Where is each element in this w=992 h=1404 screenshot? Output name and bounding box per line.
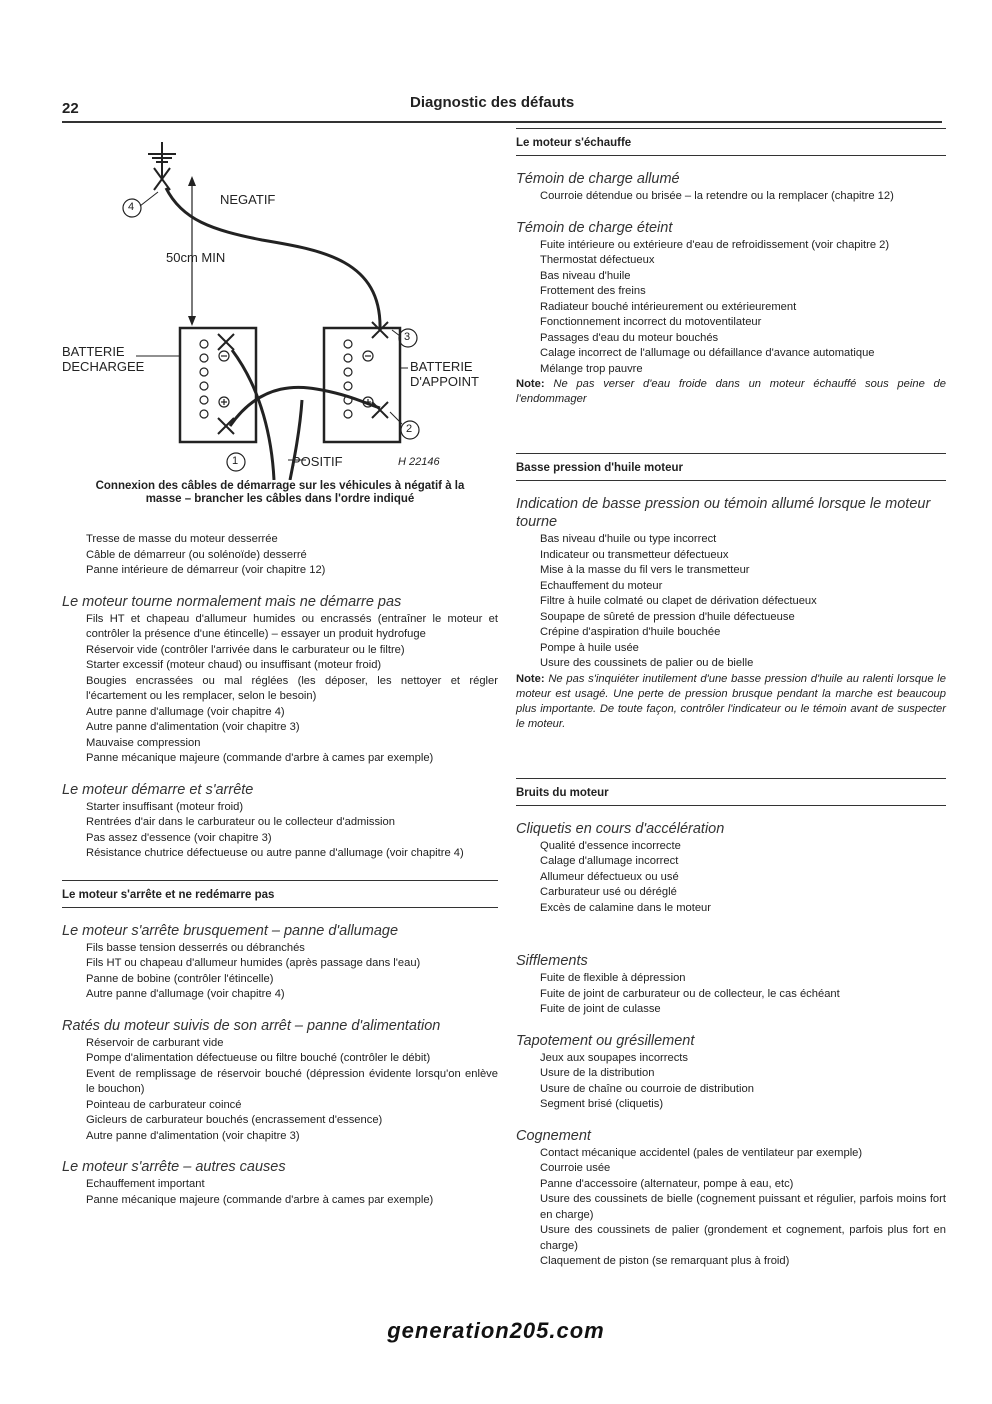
list-item: Autre panne d'alimentation (voir chapitre 3) bbox=[86, 1129, 300, 1142]
list-item: Segment brisé (cliquetis) bbox=[540, 1098, 664, 1110]
marker-1: 1 bbox=[232, 455, 239, 467]
subheading-tapotement: Tapotement ou grésillement bbox=[516, 1032, 695, 1049]
caption-line-1: Connexion des câbles de démarrage sur les véhicules à négatif à la bbox=[95, 480, 465, 492]
subheading-temoin-eteint: Témoin de charge éteint bbox=[516, 219, 673, 236]
label-negatif: NEGATIF bbox=[220, 192, 276, 207]
list-item: Fuite de joint de culasse bbox=[540, 1003, 661, 1015]
list-item: Pas assez d'essence (voir chapitre 3) bbox=[86, 831, 272, 844]
subheading-panne-allumage: Le moteur s'arrête brusquement – panne d'allumage bbox=[62, 922, 399, 939]
subheading-demarre-et-arrete: Le moteur démarre et s'arrête bbox=[62, 781, 254, 798]
list-item: Usure de chaîne ou courroie de distribution bbox=[540, 1082, 754, 1095]
diagram-caption bbox=[62, 480, 498, 506]
list-item: Panne mécanique majeure (commande d'arbre à cames par exemple) bbox=[86, 752, 434, 764]
list-item: Câble de démarreur (ou solénoïde) desserré bbox=[86, 548, 307, 561]
list-item: Calage incorrect de l'allumage ou défaillance d'avance automatique bbox=[540, 347, 875, 359]
list-temoin-eteint bbox=[516, 238, 946, 378]
note-label: Note: bbox=[516, 672, 545, 685]
subheading-cognement: Cognement bbox=[516, 1127, 591, 1144]
list-item: Usure des coussinets de palier ou de bielle bbox=[540, 657, 754, 669]
list-item: Panne intérieure de démarreur (voir chapitre 12) bbox=[86, 564, 326, 576]
list-item: Fils HT ou chapeau d'allumeur humides (après passage dans l'eau) bbox=[86, 957, 421, 969]
list-item: Autre panne d'allumage (voir chapitre 4) bbox=[86, 705, 285, 718]
list-item: Tresse de masse du moteur desserrée bbox=[86, 533, 278, 545]
header-rule bbox=[62, 121, 942, 123]
subheading-panne-alimentation: Ratés du moteur suivis de son arrêt – panne d'alimentation bbox=[62, 1017, 441, 1034]
note-pression bbox=[516, 672, 946, 732]
list-item: Crépine d'aspiration d'huile bouchée bbox=[540, 626, 721, 638]
list-item: Gicleurs de carburateur bouchés (encrassement d'essence) bbox=[86, 1114, 383, 1126]
subheading-basse-pression: Indication de basse pression ou témoin allumé lorsque le moteur tourne bbox=[516, 496, 931, 530]
label-batterie-appoint-2: D'APPOINT bbox=[410, 374, 479, 389]
list-item: Fuite de joint de carburateur ou de collecteur, le cas échéant bbox=[540, 987, 840, 1000]
section-header-arret bbox=[62, 880, 498, 908]
list-item: Autre panne d'alimentation (voir chapitre 3) bbox=[86, 721, 300, 733]
jump-start-diagram bbox=[62, 140, 498, 480]
note-label: Note: bbox=[516, 378, 545, 390]
list-item: Carburateur usé ou déréglé bbox=[540, 886, 677, 898]
marker-2: 2 bbox=[406, 423, 413, 435]
list-item: Starter excessif (moteur chaud) ou insuffisant (moteur froid) bbox=[86, 659, 382, 671]
label-distance: 50cm MIN bbox=[166, 250, 226, 265]
list-item: Panne mécanique majeure (commande d'arbre à cames par exemple) bbox=[86, 1193, 434, 1206]
list-item: Usure des coussinets de bielle (cognement puissant et régulier, parfois moins fort en charge) bbox=[540, 1193, 946, 1221]
list-item: Excès de calamine dans le moteur bbox=[540, 901, 712, 914]
list-item: Usure de la distribution bbox=[540, 1067, 655, 1079]
label-batterie-appoint-1: BATTERIE bbox=[410, 359, 473, 374]
section-header-echauffe bbox=[516, 128, 946, 156]
section-title: Bruits du moteur bbox=[516, 786, 609, 799]
footer-logo: generation205.com bbox=[387, 1318, 605, 1343]
list-item: Pointeau de carburateur coincé bbox=[86, 1098, 242, 1111]
list-item: Fuite intérieure ou extérieure d'eau de refroidissement (voir chapitre 2) bbox=[540, 238, 890, 251]
diagram-drawing bbox=[62, 140, 498, 480]
list-sifflements bbox=[516, 971, 946, 1018]
note-text: Ne pas s'inquiéter inutilement d'une basse pression d'huile au ralenti lorsque le moteur est usagé. Une perte de pression brusque pendant la marche est beaucoup plus importante. De toute façon, contrôler l'indicateur ou le témoin avant de suspecter le moteur. bbox=[516, 672, 947, 730]
list-item: Pompe d'alimentation défectueuse ou filtre bouché (contrôler le débit) bbox=[86, 1052, 431, 1064]
list-panne-alimentation bbox=[62, 1036, 498, 1145]
label-positif: POSITIF bbox=[292, 454, 343, 469]
note-echauffe bbox=[516, 377, 946, 407]
section-title: Le moteur s'arrête et ne redémarre pas bbox=[62, 888, 275, 901]
list-item: Bas niveau d'huile bbox=[540, 269, 631, 282]
list-item: Fuite de flexible à dépression bbox=[540, 972, 686, 984]
list-demarre-et-arrete bbox=[62, 800, 498, 862]
page-number: 22 bbox=[62, 100, 79, 117]
list-item: Bougies encrassées ou mal réglées (les déposer, les nettoyer et régler l'écartement ou les remplacer, selon le besoin) bbox=[86, 674, 498, 702]
list-cognement bbox=[516, 1146, 946, 1270]
list-item: Passages d'eau du moteur bouchés bbox=[540, 331, 719, 344]
list-item: Contact mécanique accidentel (pales de ventilateur par exemple) bbox=[540, 1146, 863, 1159]
section-header-pression-huile bbox=[516, 453, 946, 481]
list-item: Jeux aux soupapes incorrects bbox=[540, 1051, 689, 1064]
list-item: Courroie détendue ou brisée – la retendre ou la remplacer (chapitre 12) bbox=[540, 190, 894, 202]
intro-list bbox=[62, 532, 498, 579]
list-item: Autre panne d'allumage (voir chapitre 4) bbox=[86, 988, 285, 1000]
list-ne-demarre-pas bbox=[62, 612, 498, 767]
label-batterie-dechargee-1: BATTERIE bbox=[62, 344, 125, 359]
list-item: Mauvaise compression bbox=[86, 736, 201, 749]
subheading-ne-demarre-pas: Le moteur tourne normalement mais ne démarre pas bbox=[62, 593, 402, 610]
section-title: Basse pression d'huile moteur bbox=[516, 462, 683, 474]
list-item: Panne d'accessoire (alternateur, pompe à eau, etc) bbox=[540, 1177, 794, 1190]
list-item: Qualité d'essence incorrecte bbox=[540, 839, 681, 852]
list-item: Echauffement du moteur bbox=[540, 579, 663, 592]
list-item: Réservoir de carburant vide bbox=[86, 1036, 224, 1049]
list-panne-allumage bbox=[62, 941, 498, 1003]
list-item: Fils basse tension desserrés ou débranchés bbox=[86, 941, 305, 954]
page-title: Diagnostic des défauts bbox=[410, 94, 575, 111]
list-item: Mise à la masse du fil vers le transmetteur bbox=[540, 564, 750, 576]
list-item: Fonctionnement incorrect du motoventilateur bbox=[540, 316, 762, 328]
right-column bbox=[516, 128, 946, 1270]
list-item: Usure des coussinets de palier (grondement et cognement, parfois plus fort en charge) bbox=[540, 1224, 946, 1252]
list-item: Fils HT et chapeau d'allumeur humides ou encrassés (entraîner le moteur et contrôler la présence d'une étincelle) – essayer un produit hydrofuge bbox=[86, 612, 498, 640]
list-item: Starter insuffisant (moteur froid) bbox=[86, 800, 244, 813]
list-item: Frottement des freins bbox=[540, 285, 646, 297]
list-item: Allumeur défectueux ou usé bbox=[540, 870, 679, 883]
marker-3: 3 bbox=[404, 331, 411, 343]
subheading-sifflements: Sifflements bbox=[516, 953, 588, 969]
subheading-autres-causes: Le moteur s'arrête – autres causes bbox=[62, 1159, 286, 1175]
section-title: Le moteur s'échauffe bbox=[516, 137, 632, 149]
caption-line-2: masse – brancher les câbles dans l'ordre indiqué bbox=[145, 493, 415, 505]
left-column bbox=[62, 140, 498, 1208]
list-item: Pompe à huile usée bbox=[540, 641, 639, 654]
list-item: Bas niveau d'huile ou type incorrect bbox=[540, 533, 717, 545]
list-item: Réservoir vide (contrôler l'arrivée dans le carburateur ou le filtre) bbox=[86, 643, 405, 656]
list-item: Résistance chutrice défectueuse ou autre panne d'allumage (voir chapitre 4) bbox=[86, 847, 464, 859]
list-item: Calage d'allumage incorrect bbox=[540, 855, 679, 867]
subheading-cliquetis: Cliquetis en cours d'accélération bbox=[516, 820, 725, 837]
list-item: Event de remplissage de réservoir bouché (dépression évidente lorsqu'on enlève le bouchon) bbox=[86, 1067, 498, 1095]
list-cliquetis bbox=[516, 839, 946, 917]
section-header-bruits bbox=[516, 778, 946, 806]
list-item: Radiateur bouché intérieurement ou extérieurement bbox=[540, 300, 797, 313]
list-item: Courroie usée bbox=[540, 1162, 611, 1174]
list-autres-causes bbox=[62, 1177, 498, 1208]
marker-4: 4 bbox=[128, 201, 135, 213]
list-item: Claquement de piston (se remarquant plus à froid) bbox=[540, 1255, 790, 1267]
note-text: Ne pas verser d'eau froide dans un moteur échauffé sous peine de l'endommager bbox=[516, 378, 947, 405]
list-item: Panne de bobine (contrôler l'étincelle) bbox=[86, 972, 274, 985]
list-item: Rentrées d'air dans le carburateur ou le collecteur d'admission bbox=[86, 816, 395, 828]
list-item: Echauffement important bbox=[86, 1178, 205, 1190]
list-item: Soupape de sûreté de pression d'huile défectueuse bbox=[540, 610, 795, 623]
list-tapotement bbox=[516, 1051, 946, 1113]
list-item: Indicateur ou transmetteur défectueux bbox=[540, 548, 729, 561]
label-reference: H 22146 bbox=[398, 456, 440, 468]
list-item: Filtre à huile colmaté ou clapet de dérivation défectueux bbox=[540, 595, 817, 607]
list-item: Mélange trop pauvre bbox=[540, 362, 643, 375]
list-item: Thermostat défectueux bbox=[540, 254, 655, 266]
label-batterie-dechargee-2: DECHARGEE bbox=[62, 359, 145, 374]
subheading-temoin-allume: Témoin de charge allumé bbox=[516, 171, 680, 187]
list-temoin-allume bbox=[516, 189, 946, 205]
list-basse-pression bbox=[516, 532, 946, 672]
